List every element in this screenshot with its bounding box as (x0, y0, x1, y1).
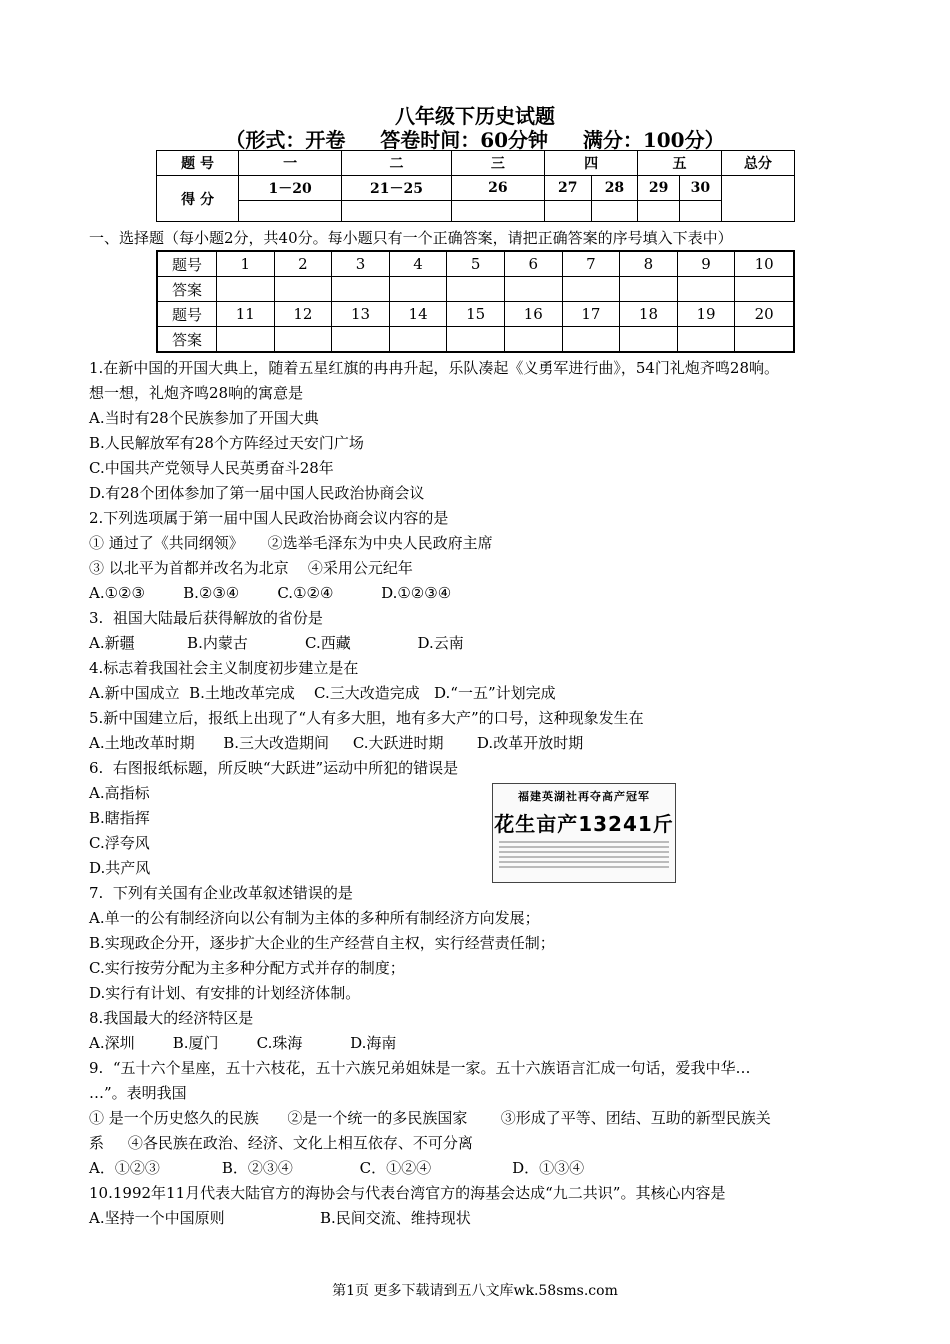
answer-ans-label: 答案 (157, 277, 217, 302)
score-blank-cell[interactable] (679, 201, 721, 222)
question-line: A.①②③ B.②③④ C.①②④ D.①②③④ (89, 584, 452, 602)
answer-blank[interactable] (332, 327, 390, 353)
question-list (89, 356, 879, 1231)
answer-num: 5 (447, 251, 505, 277)
answer-num: 3 (332, 251, 390, 277)
question-line: A.新中国成立 B.土地改革完成 C.三大改造完成 D.“一五”计划完成 (89, 684, 556, 702)
question-line: …”。表明我国 (89, 1084, 187, 1102)
newspaper-main-title: 花生亩产13241斤 (494, 812, 674, 836)
question-line: 8.我国最大的经济特区是 (89, 1009, 254, 1027)
answer-blank[interactable] (389, 327, 447, 353)
answer-num: 19 (677, 302, 735, 327)
newspaper-clipping-image (492, 783, 676, 883)
answer-num: 18 (620, 302, 678, 327)
newspaper-headline: 福建英湖社再夺高产冠军 (518, 790, 650, 803)
score-subheader-cell: 1－20 (239, 176, 342, 201)
answer-blank[interactable] (389, 277, 447, 302)
question-line: C.中国共产党领导人民英勇奋斗28年 (89, 459, 334, 477)
score-blank-cell[interactable] (591, 201, 638, 222)
answer-num: 9 (677, 251, 735, 277)
question-line: 9. “五十六个星座，五十六枝花，五十六族兄弟姐妹是一家。五十六族语言汇成一句话，爱我中华… (89, 1059, 751, 1077)
score-subheader-cell: 29 (638, 176, 680, 201)
score-subheader-cell: 28 (591, 176, 638, 201)
question-line: 6. 右图报纸标题，所反映“大跃进”运动中所犯的错误是 (89, 759, 459, 777)
score-header-cell: 总分 (721, 151, 794, 176)
answer-blank[interactable] (447, 277, 505, 302)
answer-blank[interactable] (677, 277, 735, 302)
question-line: 7. 下列有关国有企业改革叙述错误的是 (89, 884, 353, 902)
answer-num: 11 (217, 302, 275, 327)
question-line: ① 是一个历史悠久的民族 ②是一个统一的多民族国家 ③形成了平等、团结、互助的新型民族关 (89, 1109, 771, 1127)
question-line: D.共产风 (89, 859, 151, 877)
score-header-cell: 三 (451, 151, 544, 176)
answer-num: 17 (562, 302, 620, 327)
answer-blank[interactable] (217, 327, 275, 353)
score-subheader-cell: 27 (544, 176, 591, 201)
answer-num: 4 (389, 251, 447, 277)
answer-blank[interactable] (332, 277, 390, 302)
answer-blank[interactable] (504, 327, 562, 353)
question-line: A.新疆 B.内蒙古 C.西藏 D.云南 (89, 634, 464, 652)
score-table (156, 150, 795, 222)
answer-blank[interactable] (217, 277, 275, 302)
answer-num: 6 (504, 251, 562, 277)
score-subheader-cell: 21－25 (342, 176, 452, 201)
score-blank-cell[interactable] (544, 201, 591, 222)
answer-num: 13 (332, 302, 390, 327)
answer-blank[interactable] (562, 327, 620, 353)
answer-blank[interactable] (274, 327, 332, 353)
score-header-cell: 题 号 (157, 151, 239, 176)
score-row-label: 得 分 (157, 176, 239, 222)
answer-num: 12 (274, 302, 332, 327)
score-subheader-cell: 26 (451, 176, 544, 201)
question-line: 3. 祖国大陆最后获得解放的省份是 (89, 609, 323, 627)
question-line: C.实行按劳分配为主多种分配方式并存的制度； (89, 959, 405, 977)
question-line: C.浮夸风 (89, 834, 150, 852)
answer-num: 2 (274, 251, 332, 277)
question-line: 4.标志着我国社会主义制度初步建立是在 (89, 659, 359, 677)
question-line: A．①②③ B．②③④ C．①②④ D．①③④ (89, 1159, 585, 1177)
question-line: D.实行有计划、有安排的计划经济体制。 (89, 984, 361, 1002)
question-line: ③ 以北平为首都并改名为北京 ④采用公元纪年 (89, 559, 413, 577)
answer-num: 16 (504, 302, 562, 327)
page-title: 八年级下历史试题 (395, 104, 555, 128)
answer-table (156, 250, 795, 353)
answer-blank[interactable] (504, 277, 562, 302)
answer-blank[interactable] (447, 327, 505, 353)
question-line: B.实现政企分开，逐步扩大企业的生产经营自主权，实行经营责任制； (89, 934, 555, 952)
question-line: B.瞎指挥 (89, 809, 150, 827)
question-line: A.高指标 (89, 784, 150, 802)
score-header-cell: 四 (544, 151, 637, 176)
answer-blank[interactable] (735, 327, 794, 353)
question-line: 想一想，礼炮齐鸣28响的寓意是 (89, 384, 304, 402)
answer-num: 8 (620, 251, 678, 277)
answer-blank[interactable] (620, 327, 678, 353)
question-line: A.坚持一个中国原则 B.民间交流、维持现状 (89, 1209, 471, 1227)
page-footer: 第1页 更多下载请到五八文库wk.58sms.com (332, 1283, 618, 1299)
answer-num-label: 题号 (157, 251, 217, 277)
question-line: A.当时有28个民族参加了开国大典 (89, 409, 319, 427)
score-blank-cell[interactable] (451, 201, 544, 222)
question-line: 10.1992年11月代表大陆官方的海协会与代表台湾官方的海基会达成“九二共识”。其核心内容是 (89, 1184, 726, 1202)
score-blank-cell[interactable] (721, 176, 794, 222)
score-blank-cell[interactable] (239, 201, 342, 222)
score-subheader-cell: 30 (679, 176, 721, 201)
answer-num: 7 (562, 251, 620, 277)
answer-num: 20 (735, 302, 794, 327)
answer-num: 1 (217, 251, 275, 277)
question-line: A.土地改革时期 B.三大改造期间 C.大跃进时期 D.改革开放时期 (89, 734, 584, 752)
section-heading: 一、选择题（每小题2分，共40分。每小题只有一个正确答案，请把正确答案的序号填入下表中） (89, 229, 733, 247)
score-blank-cell[interactable] (342, 201, 452, 222)
answer-blank[interactable] (677, 327, 735, 353)
score-header-cell: 二 (342, 151, 452, 176)
page-subtitle: （形式：开卷 答卷时间：60分钟 满分：100分） (225, 128, 725, 152)
question-line: 5.新中国建立后，报纸上出现了“人有多大胆，地有多大产”的口号，这种现象发生在 (89, 709, 644, 727)
answer-blank[interactable] (562, 277, 620, 302)
answer-blank[interactable] (274, 277, 332, 302)
question-line: 2.下列选项属于第一届中国人民政治协商会议内容的是 (89, 509, 449, 527)
question-line: 系 ④各民族在政治、经济、文化上相互依存、不可分离 (89, 1134, 473, 1152)
question-line: D.有28个团体参加了第一届中国人民政治协商会议 (89, 484, 425, 502)
score-blank-cell[interactable] (638, 201, 680, 222)
question-line: ① 通过了《共同纲领》 ②选举毛泽东为中央人民政府主席 (89, 534, 493, 552)
score-header-cell: 五 (638, 151, 721, 176)
question-line: B.人民解放军有28个方阵经过天安门广场 (89, 434, 364, 452)
question-line: A.深圳 B.厦门 C.珠海 D.海南 (89, 1034, 397, 1052)
answer-blank[interactable] (735, 277, 794, 302)
answer-num-label: 题号 (157, 302, 217, 327)
answer-ans-label: 答案 (157, 327, 217, 353)
question-line: 1.在新中国的开国大典上，随着五星红旗的冉冉升起，乐队凑起《义勇军进行曲》，54门礼炮齐鸣28响。 (89, 359, 779, 377)
answer-num: 14 (389, 302, 447, 327)
answer-num: 15 (447, 302, 505, 327)
score-header-cell: 一 (239, 151, 342, 176)
answer-blank[interactable] (620, 277, 678, 302)
question-line: A.单一的公有制经济向以公有制为主体的多种所有制经济方向发展； (89, 909, 540, 927)
newspaper-body-text (499, 841, 669, 868)
answer-num: 10 (735, 251, 794, 277)
